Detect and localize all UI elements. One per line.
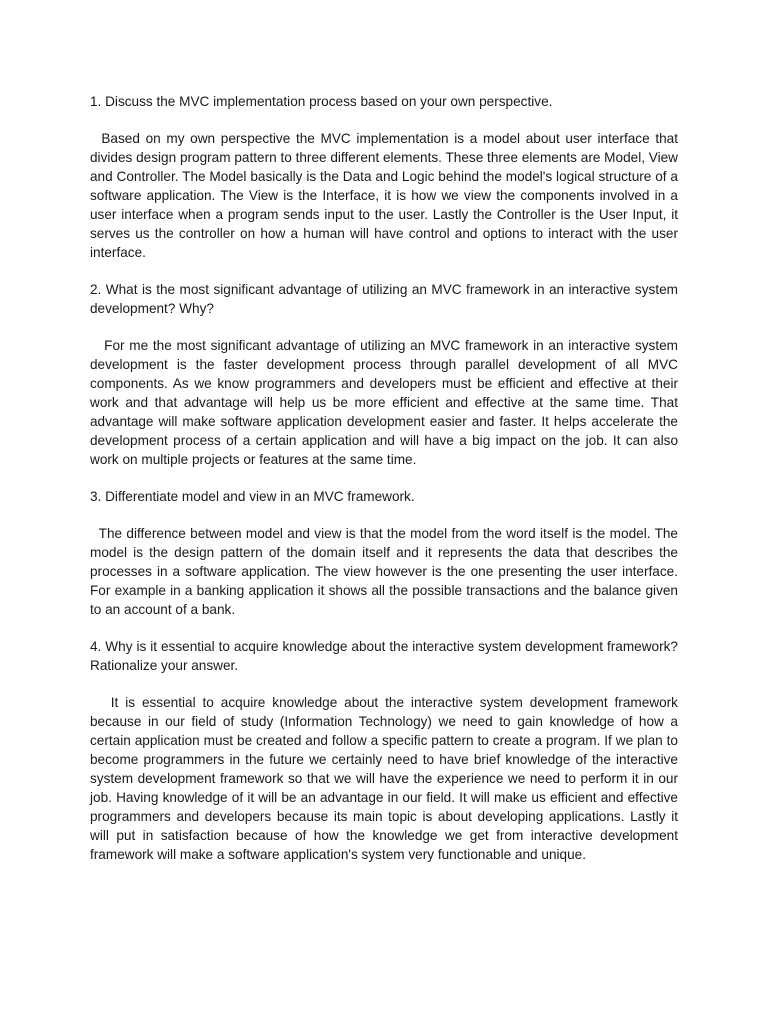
answer-1: Based on my own perspective the MVC implementation is a model about user interface that divides design program pattern to three different elements. These three elements are Model, View and Controller. The Model basically is the Data and Logic behind the model's logical structure of a software application. The View is the Interface, it is how we view the components involved in a user interface when a program sends input to the user. Lastly the Controller is the User Input, it serves us the controller on how a human will have control and options to interact with the user interface. [90, 131, 682, 260]
question-1: 1. Discuss the MVC implementation process based on your own perspective. [90, 94, 553, 109]
question-3: 3. Differentiate model and view in an MVC framework. [90, 489, 415, 504]
document-page [90, 92, 682, 882]
question-2: 2. What is the most significant advantage of utilizing an MVC framework in an interactive system development? Why? [90, 282, 678, 316]
answer-2: For me the most significant advantage of utilizing an MVC framework in an interactive system development is the faster development process through parallel development of all MVC components. As we know programmers and developers must be efficient and effective at their work and that advantage will help us be more efficient and effective at the same time. That advantage will make software application development easier and faster. It helps accelerate the development process of a certain application and will have a big impact on the job. It can also work on multiple projects or features at the same time. [90, 338, 682, 467]
answer-4: It is essential to acquire knowledge about the interactive system development framework because in our field of study (Information Technology) we need to gain knowledge of how a certain application must be created and follow a specific pattern to create a program. If we plan to become programmers in the future we certainly need to have brief knowledge of the interactive system development framework so that we will have the experience we need to perform it in our job. Having knowledge of it will be an advantage in our field. It will make us efficient and effective programmers and developers because its main topic is about developing applications. Lastly it will put in satisfaction because of how the knowledge we get from interactive development framework will make a software application's system very functionable and unique. [90, 695, 682, 862]
question-4: 4. Why is it essential to acquire knowledge about the interactive system development framework? Rationalize your answer. [90, 639, 678, 673]
answer-3: The difference between model and view is that the model from the word itself is the model. The model is the design pattern of the domain itself and it represents the data that describes the processes in a software application. The view however is the one presenting the user interface. For example in a banking application it shows all the possible transactions and the balance given to an account of a bank. [90, 526, 682, 617]
